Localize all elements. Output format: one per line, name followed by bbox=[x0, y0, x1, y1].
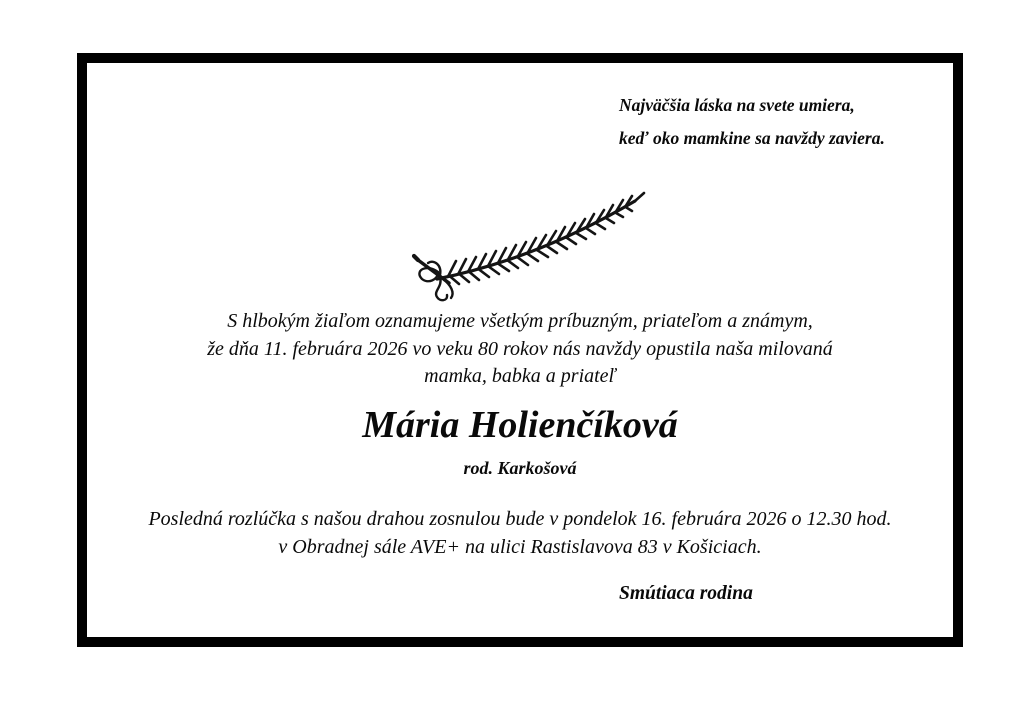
farewell-line: v Obradnej sále AVE+ na ulici Rastislavova 83 v Košiciach. bbox=[278, 535, 762, 558]
announcement-line: S hlbokým žiaľom oznamujeme všetkým príbuzným, priateľom a známym, bbox=[227, 310, 813, 332]
palm-branch-icon bbox=[407, 181, 647, 306]
farewell-text bbox=[87, 506, 953, 561]
epigraph-line: Najväčšia láska na svete umiera, bbox=[619, 95, 855, 115]
announcement-text bbox=[87, 308, 953, 391]
epigraph bbox=[619, 89, 885, 155]
announcement-line: že dňa 11. februára 2026 vo veku 80 rokov nás navždy opustila naša milovaná bbox=[207, 337, 833, 360]
notice-frame bbox=[77, 53, 963, 647]
deceased-name: Mária Holienčíková bbox=[362, 404, 678, 446]
announcement-line: mamka, babka a priateľ bbox=[424, 365, 616, 387]
farewell-line: Posledná rozlúčka s našou drahou zosnulou bude v pondelok 16. februára 2026 o 12.30 hod. bbox=[148, 508, 892, 530]
mourning-family-signature: Smútiaca rodina bbox=[619, 583, 753, 604]
epigraph-line: keď oko mamkine sa navždy zaviera. bbox=[619, 128, 885, 148]
maiden-name: rod. Karkošová bbox=[463, 458, 577, 478]
